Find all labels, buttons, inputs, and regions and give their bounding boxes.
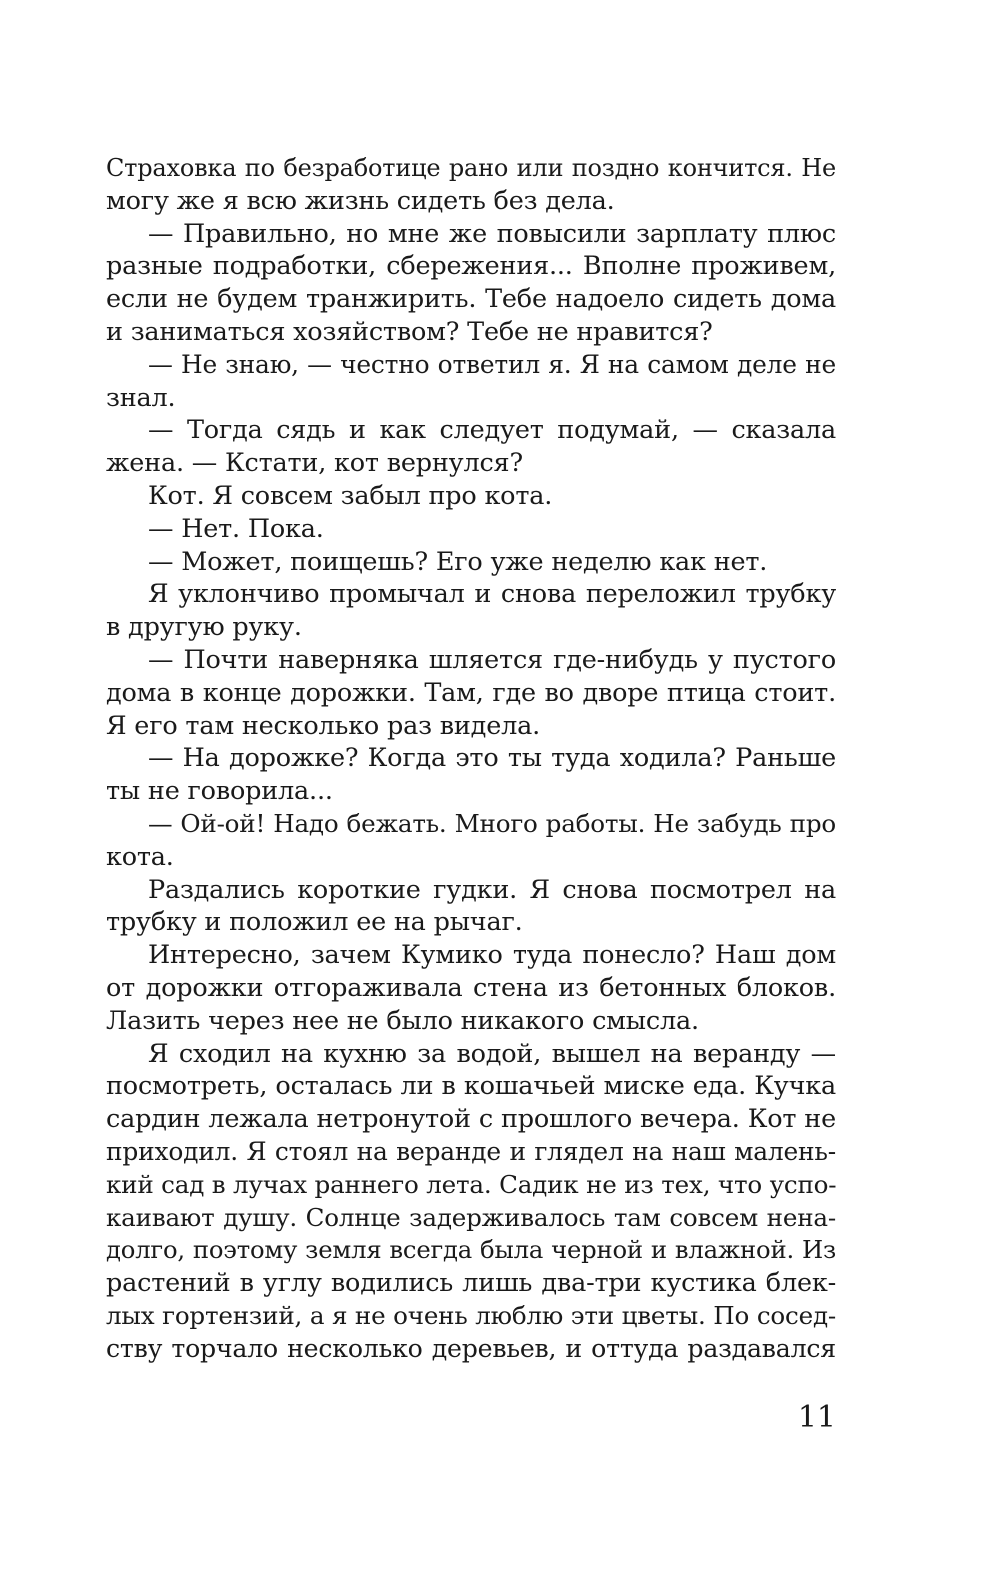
text-line: — Почти наверняка шляется где-нибудь у пустого: [148, 644, 836, 675]
text-line: — Нет. Пока.: [148, 513, 324, 544]
text-line: — Тогда сядь и как следует подумай, — сказала: [148, 415, 836, 446]
text-line: Я уклончиво промычал и снова переложил трубку: [148, 579, 836, 610]
text-line: — Правильно, но мне же повысили зарплату плюс: [148, 218, 836, 249]
text-line: кий сад в лучах раннего лета. Садик не из тех, что успо-: [106, 1169, 837, 1199]
page-number: 11: [797, 1400, 836, 1435]
text-line: Я его там несколько раз видела.: [106, 710, 540, 741]
body-text: [106, 152, 836, 1365]
text-line: каивают душу. Солнце задерживалось там совсем нена-: [106, 1202, 836, 1232]
text-line: Раздались короткие гудки. Я снова посмотрел на: [148, 874, 836, 905]
text-line: — На дорожке? Когда это ты туда ходила? Раньше: [148, 743, 836, 774]
text-line: дома в конце дорожки. Там, где во дворе птица стоит.: [106, 677, 836, 708]
text-line: жена. — Кстати, кот вернулся?: [106, 448, 523, 479]
text-line: — Не знаю, — честно ответил я. Я на самом деле не: [148, 349, 836, 379]
text-line: могу же я всю жизнь сидеть без дела.: [106, 185, 615, 216]
text-line: Страховка по безработице рано или поздно кончится. Не: [106, 154, 836, 182]
text-line: Я сходил на кухню за водой, вышел на веранду —: [148, 1038, 836, 1069]
text-line: если не будем транжирить. Тебе надоело сидеть дома: [106, 284, 836, 315]
text-line: ству торчало несколько деревьев, и оттуда раздавался: [106, 1333, 836, 1363]
text-line: посмотреть, осталась ли в кошачьей миске еда. Кучка: [106, 1071, 836, 1102]
text-line: Интересно, зачем Кумико туда понесло? Наш дом: [148, 940, 836, 971]
text-line: ты не говорила...: [106, 776, 333, 807]
text-line: лых гортензий, а я не очень люблю эти цветы. По сосед-: [106, 1300, 836, 1330]
text-line: Лазить через нее не было никакого смысла.: [106, 1005, 699, 1036]
text-line: кота.: [106, 841, 174, 872]
text-line: в другую руку.: [106, 612, 302, 643]
text-line: разные подработки, сбережения... Вполне проживем,: [106, 251, 836, 282]
text-line: Кот. Я совсем забыл про кота.: [148, 480, 553, 511]
text-line: приходил. Я стоял на веранде и глядел на наш малень-: [106, 1136, 836, 1166]
text-line: — Может, поищешь? Его уже неделю как нет.: [148, 546, 768, 577]
text-line: и заниматься хозяйством? Тебе не нравится?: [106, 316, 713, 347]
text-line: трубку и положил ее на рычаг.: [106, 907, 523, 938]
text-line: от дорожки отгораживала стена из бетонных блоков.: [106, 972, 836, 1003]
text-line: сардин лежала нетронутой с прошлого вечера. Кот не: [106, 1104, 836, 1135]
text-line: — Ой-ой! Надо бежать. Много работы. Не забудь про: [148, 808, 836, 838]
text-line: растений в углу водились лишь два-три кустика блек-: [106, 1268, 836, 1299]
text-line: знал.: [106, 382, 176, 413]
text-line: долго, поэтому земля всегда была черной и влажной. Из: [106, 1235, 836, 1265]
